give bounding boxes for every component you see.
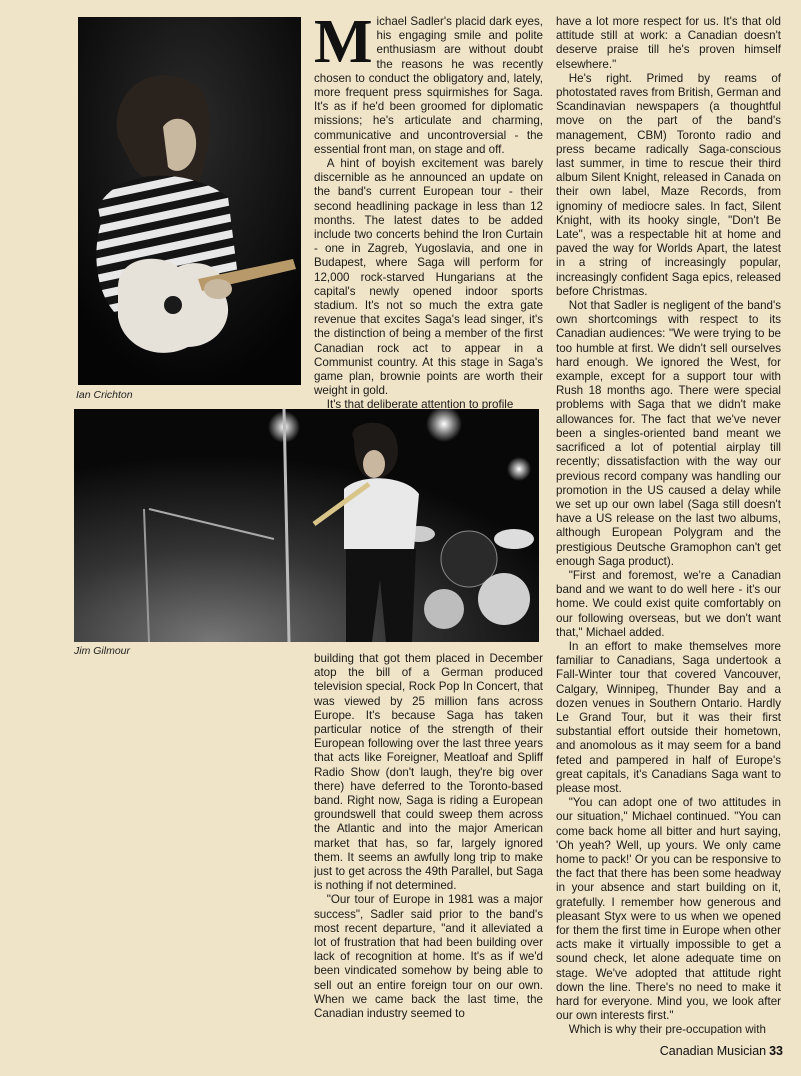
photo-guitarist — [78, 17, 301, 385]
article-paragraph: Michael Sadler's placid dark eyes, his engaging smile and polite enthusiasm are without doubt the reasons he was recently chosen to conduct the obligatory and, lately, more frequent press squirmishes for Saga. It's as if he'd been groomed for diplomatic missions; he's articulate and charming, communicative and uncontroversial - the essential front man, on stage and off. — [314, 15, 543, 156]
article-paragraph: A hint of boyish excitement was barely discernible as he announced an update on the band's current European tour - their second headlining package in less than 12 months. The latest dates to be added include two concerts behind the Iron Curtain - one in Zagreb, Yugoslavia, and one in Budapest, where Saga will perform for 12,000 rock-starved Hungarians at the capital's newly opened indoor sports stadium. It's not so much the extra gate revenue that excites Saga's lead singer, it's the distinction of being a member of the first Canadian rock act to appear in a Communist country. At this stage in Saga's game plan, brownie points are worth their weight in gold. — [314, 157, 543, 398]
article-paragraph: "You can adopt one of two attitudes in our situation," Michael continued. "You can come back home all bitter and hurt saying, 'Oh yeah? Well, up yours. We only came home to pack!' Or you can be responsive to the fact that there has been some headway in your absence and start building on it, gratefully. I remember how generous and pleasant Styx were to us when we opened for them the first time in Europe when other acts make it virtually impossible to get a sound check, let alone adequate time on stage. We've adopted that attitude right down the line. There's no need to make it hard for everyone. Mind you, we look after our own interests first." — [556, 796, 781, 1023]
article-column-1-top — [314, 15, 543, 410]
drop-cap: M — [314, 15, 373, 76]
caption-top-photo: Ian Crichton — [76, 389, 133, 401]
caption-bottom-photo: Jim Gilmour — [74, 645, 131, 657]
article-paragraph: In an effort to make themselves more familiar to Canadians, Saga undertook a Fall-Winter tour that covered Vancouver, Calgary, Winnipeg, Thunder Bay and a dozen venues in Southern Ontario. Hardly Le Grand Tour, but it was their first substantial effort outside their hometown, and anomolous as it may seem for a band feted and pampered in half of Europe's great capitals, it's Canadians Saga want to please most. — [556, 639, 781, 795]
article-paragraph: building that got them placed in December atop the bill of a German produced television special, Rock Pop In Concert, that was viewed by 25 million fans across Europe. It's because Saga has taken particular notice of the strength of their European following over the last three years that acts like Foreigner, Meatloaf and Spliff Radio Show (don't laugh, they're big over there) have deferred to the Toronto-based band. Right now, Saga is riding a European groundswell that could sweep them across the Atlantic and into the major American market that has, so far, largely ignored them. It seems an awfully long trip to make just to get across the 49th Parallel, but Saga is nothing if not determined. — [314, 652, 543, 893]
page-number: 33 — [769, 1044, 783, 1058]
magazine-name: Canadian Musician — [659, 1044, 767, 1058]
article-paragraph: It's that deliberate attention to profile — [326, 398, 514, 410]
article-paragraph: "Our tour of Europe in 1981 was a major success", Sadler said prior to the band's most recent departure, "and it alleviated a lot of frustration that had been building over lack of recognition at home. It's as if we'd been vindicated somehow by being able to sell out an entire foreign tour on our own. When we came back the last time, the Canadian industry seemed to — [314, 893, 543, 1021]
page-footer — [660, 1044, 783, 1058]
article-column-2 — [556, 15, 781, 1035]
article-paragraph: Which is why their pre-occupation with — [568, 1023, 766, 1035]
article-paragraph: "First and foremost, we're a Canadian band and we want to do well here - it's our home. We could exist quite comfortably on our following overseas, but we don't want that," Michael added. — [556, 568, 781, 639]
photo-saxophonist — [74, 409, 539, 642]
article-paragraph: have a lot more respect for us. It's that old attitude still at work: a Canadian doesn't deserve praise till he's proven himself elsewhere." — [556, 15, 781, 71]
article-paragraph: He's right. Primed by reams of photostated raves from British, German and Scandinavian newspapers (a thoughtful move on the part of the band's management, CBM) Toronto radio and press became radically Saga-conscious last summer, in time to rescue their third album Silent Knight, released in Canada on their own label, Maze Records, from ignominy of mediocre sales. In fact, Silent Knight, with its hooky single, "Don't Be Late", was a respectable hit at home and paved the way for Worlds Apart, the latest in a string of increasingly popular, increasingly confident Saga epics, released before Christmas. — [556, 71, 781, 298]
article-paragraph: Not that Sadler is negligent of the band's own shortcomings with respect to its Canadian audiences: "We were trying to be too humble at first. We didn't sell ourselves hard enough. We ignored the West, for example, except for a support tour with Rush 18 months ago. There were special problems with Saga that we didn't make allowances for. The fact that we've never been a singles-oriented band meant we sacrificed a lot of potential airplay till recently; dissatisfaction with the way our previous record company was handling our promotion in the US caused a delay while we set up our own label (Saga still doesn't have a US release on the last two albums, although European Polygram and the prestigious Deutsche Gramophon can't get enough Saga product). — [556, 299, 781, 568]
article-column-1-bottom — [314, 652, 543, 1032]
